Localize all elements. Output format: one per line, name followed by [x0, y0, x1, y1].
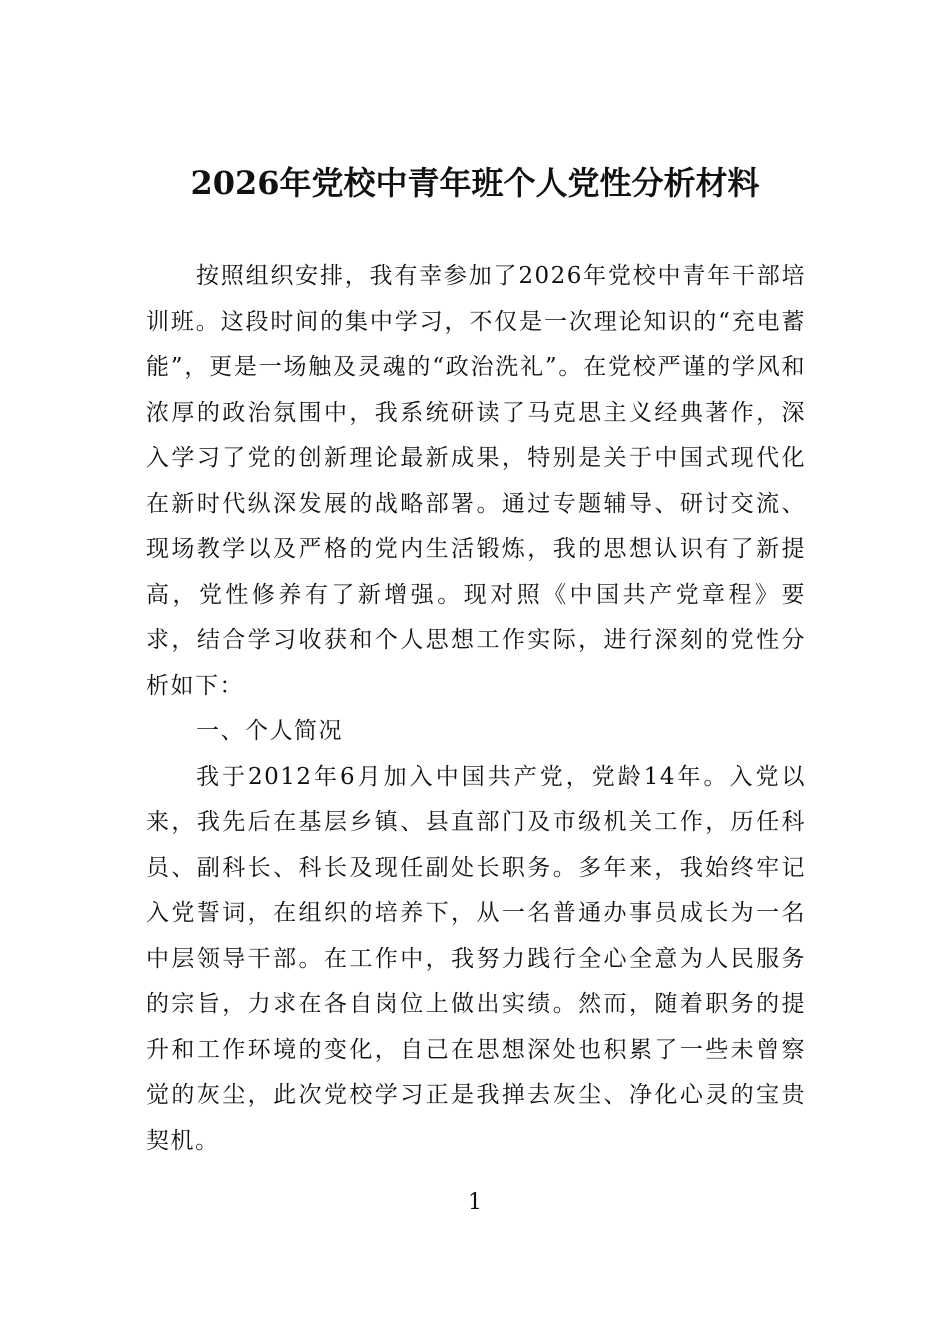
section-paragraph: 我于2012年6月加入中国共产党，党龄14年。入党以来，我先后在基层乡镇、县直部门及市级机关工作，历任科员、副科长、科长及现任副处长职务。多年来，我始终牢记入党誓词，在组织的培养下，从一名普通办事员成长为一名中层领导干部。在工作中，我努力践行全心全意为人民服务的宗旨，力求在各自岗位上做出实绩。然而，随着职务的提升和工作环境的变化，自己在思想深处也积累了一些未曾察觉的灰尘，此次党校学习正是我掸去灰尘、净化心灵的宝贵契机。 [146, 763, 806, 1154]
section-heading: 一、个人简况 [196, 718, 343, 744]
document-body [146, 254, 806, 1164]
page-number: 1 [468, 1190, 482, 1215]
intro-paragraph: 按照组织安排，我有幸参加了2026年党校中青年干部培训班。这段时间的集中学习，不仅是一次理论知识的“充电蓄能”，更是一场触及灵魂的“政治洗礼”。在党校严谨的学风和浓厚的政治氛围中，我系统研读了马克思主义经典著作，深入学习了党的创新理论最新成果，特别是关于中国式现代化在新时代纵深发展的战略部署。通过专题辅导、研讨交流、现场教学以及严格的党内生活锻炼，我的思想认识有了新提高，党性修养有了新增强。现对照《中国共产党章程》要求，结合学习收获和个人思想工作实际，进行深刻的党性分析如下： [146, 263, 806, 699]
document-title: 2026年党校中青年班个人党性分析材料 [190, 164, 760, 202]
